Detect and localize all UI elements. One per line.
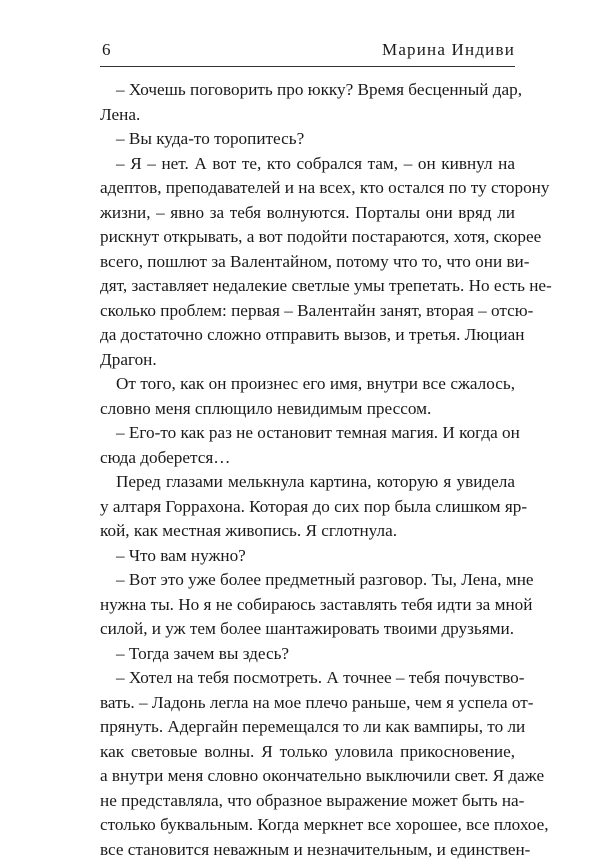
text-line: адептов, преподавателей и на всех, кто остался по ту сторону [100,176,515,201]
text-line: – Вот это уже более предметный разговор. Ты, Лена, мне [100,568,515,593]
text-line: жизни, – явно за тебя волнуются. Порталы они вряд ли [100,201,515,226]
text-line: а внутри меня словно окончательно выключили свет. Я даже [100,764,515,789]
text-line: все становится неважным и незначительным, и единствен- [100,838,515,862]
text-line: нужна ты. Но я не собираюсь заставлять тебя идти за мной [100,593,515,618]
text-line: дят, заставляет недалекие светлые умы трепетать. Но есть не- [100,274,515,299]
text-line: как световые волны. Я только уловила прикосновение, [100,740,515,765]
text-line: От того, как он произнес его имя, внутри все сжалось, [100,372,515,397]
text-line: не представляла, что образное выражение может быть на- [100,789,515,814]
text-line: всего, пошлют за Валентайном, потому что то, что они ви- [100,250,515,275]
text-line: – Хотел на тебя посмотреть. А точнее – тебя почувство- [100,666,515,691]
text-line: прянуть. Адергайн перемещался то ли как вампиры, то ли [100,715,515,740]
header-rule [100,66,515,67]
text-line: сколько проблем: первая – Валентайн занят, вторая – отсю- [100,299,515,324]
text-line: столько буквальным. Когда меркнет все хорошее, все плохое, [100,813,515,838]
text-line: – Я – нет. А вот те, кто собрался там, – он кивнул на [100,152,515,177]
text-line: силой, и уж тем более шантажировать твоими друзьями. [100,617,515,642]
text-line: – Хочешь поговорить про юкку? Время бесценный дар, [100,78,515,103]
text-line: – Что вам нужно? [100,544,515,569]
text-line: рискнут открывать, а вот подойти постараются, хотя, скорее [100,225,515,250]
text-line: – Его-то как раз не остановит темная магия. И когда он [100,421,515,446]
text-line: Драгон. [100,348,515,373]
page-header [100,38,515,64]
text-line: – Вы куда-то торопитесь? [100,127,515,152]
body-text [100,78,515,862]
page-number: 6 [102,40,111,60]
running-title-author: Марина Индиви [382,40,515,60]
text-line: словно меня сплющило невидимым прессом. [100,397,515,422]
text-line: Перед глазами мелькнула картина, которую я увидела [100,470,515,495]
text-line: у алтаря Горрахона. Которая до сих пор была слишком яр- [100,495,515,520]
text-line: да достаточно сложно отправить вызов, и третья. Люциан [100,323,515,348]
text-line: – Тогда зачем вы здесь? [100,642,515,667]
text-line: сюда доберется… [100,446,515,471]
text-line: Лена. [100,103,515,128]
text-line: вать. – Ладонь легла на мое плечо раньше, чем я успела от- [100,691,515,716]
text-line: кой, как местная живопись. Я сглотнула. [100,519,515,544]
